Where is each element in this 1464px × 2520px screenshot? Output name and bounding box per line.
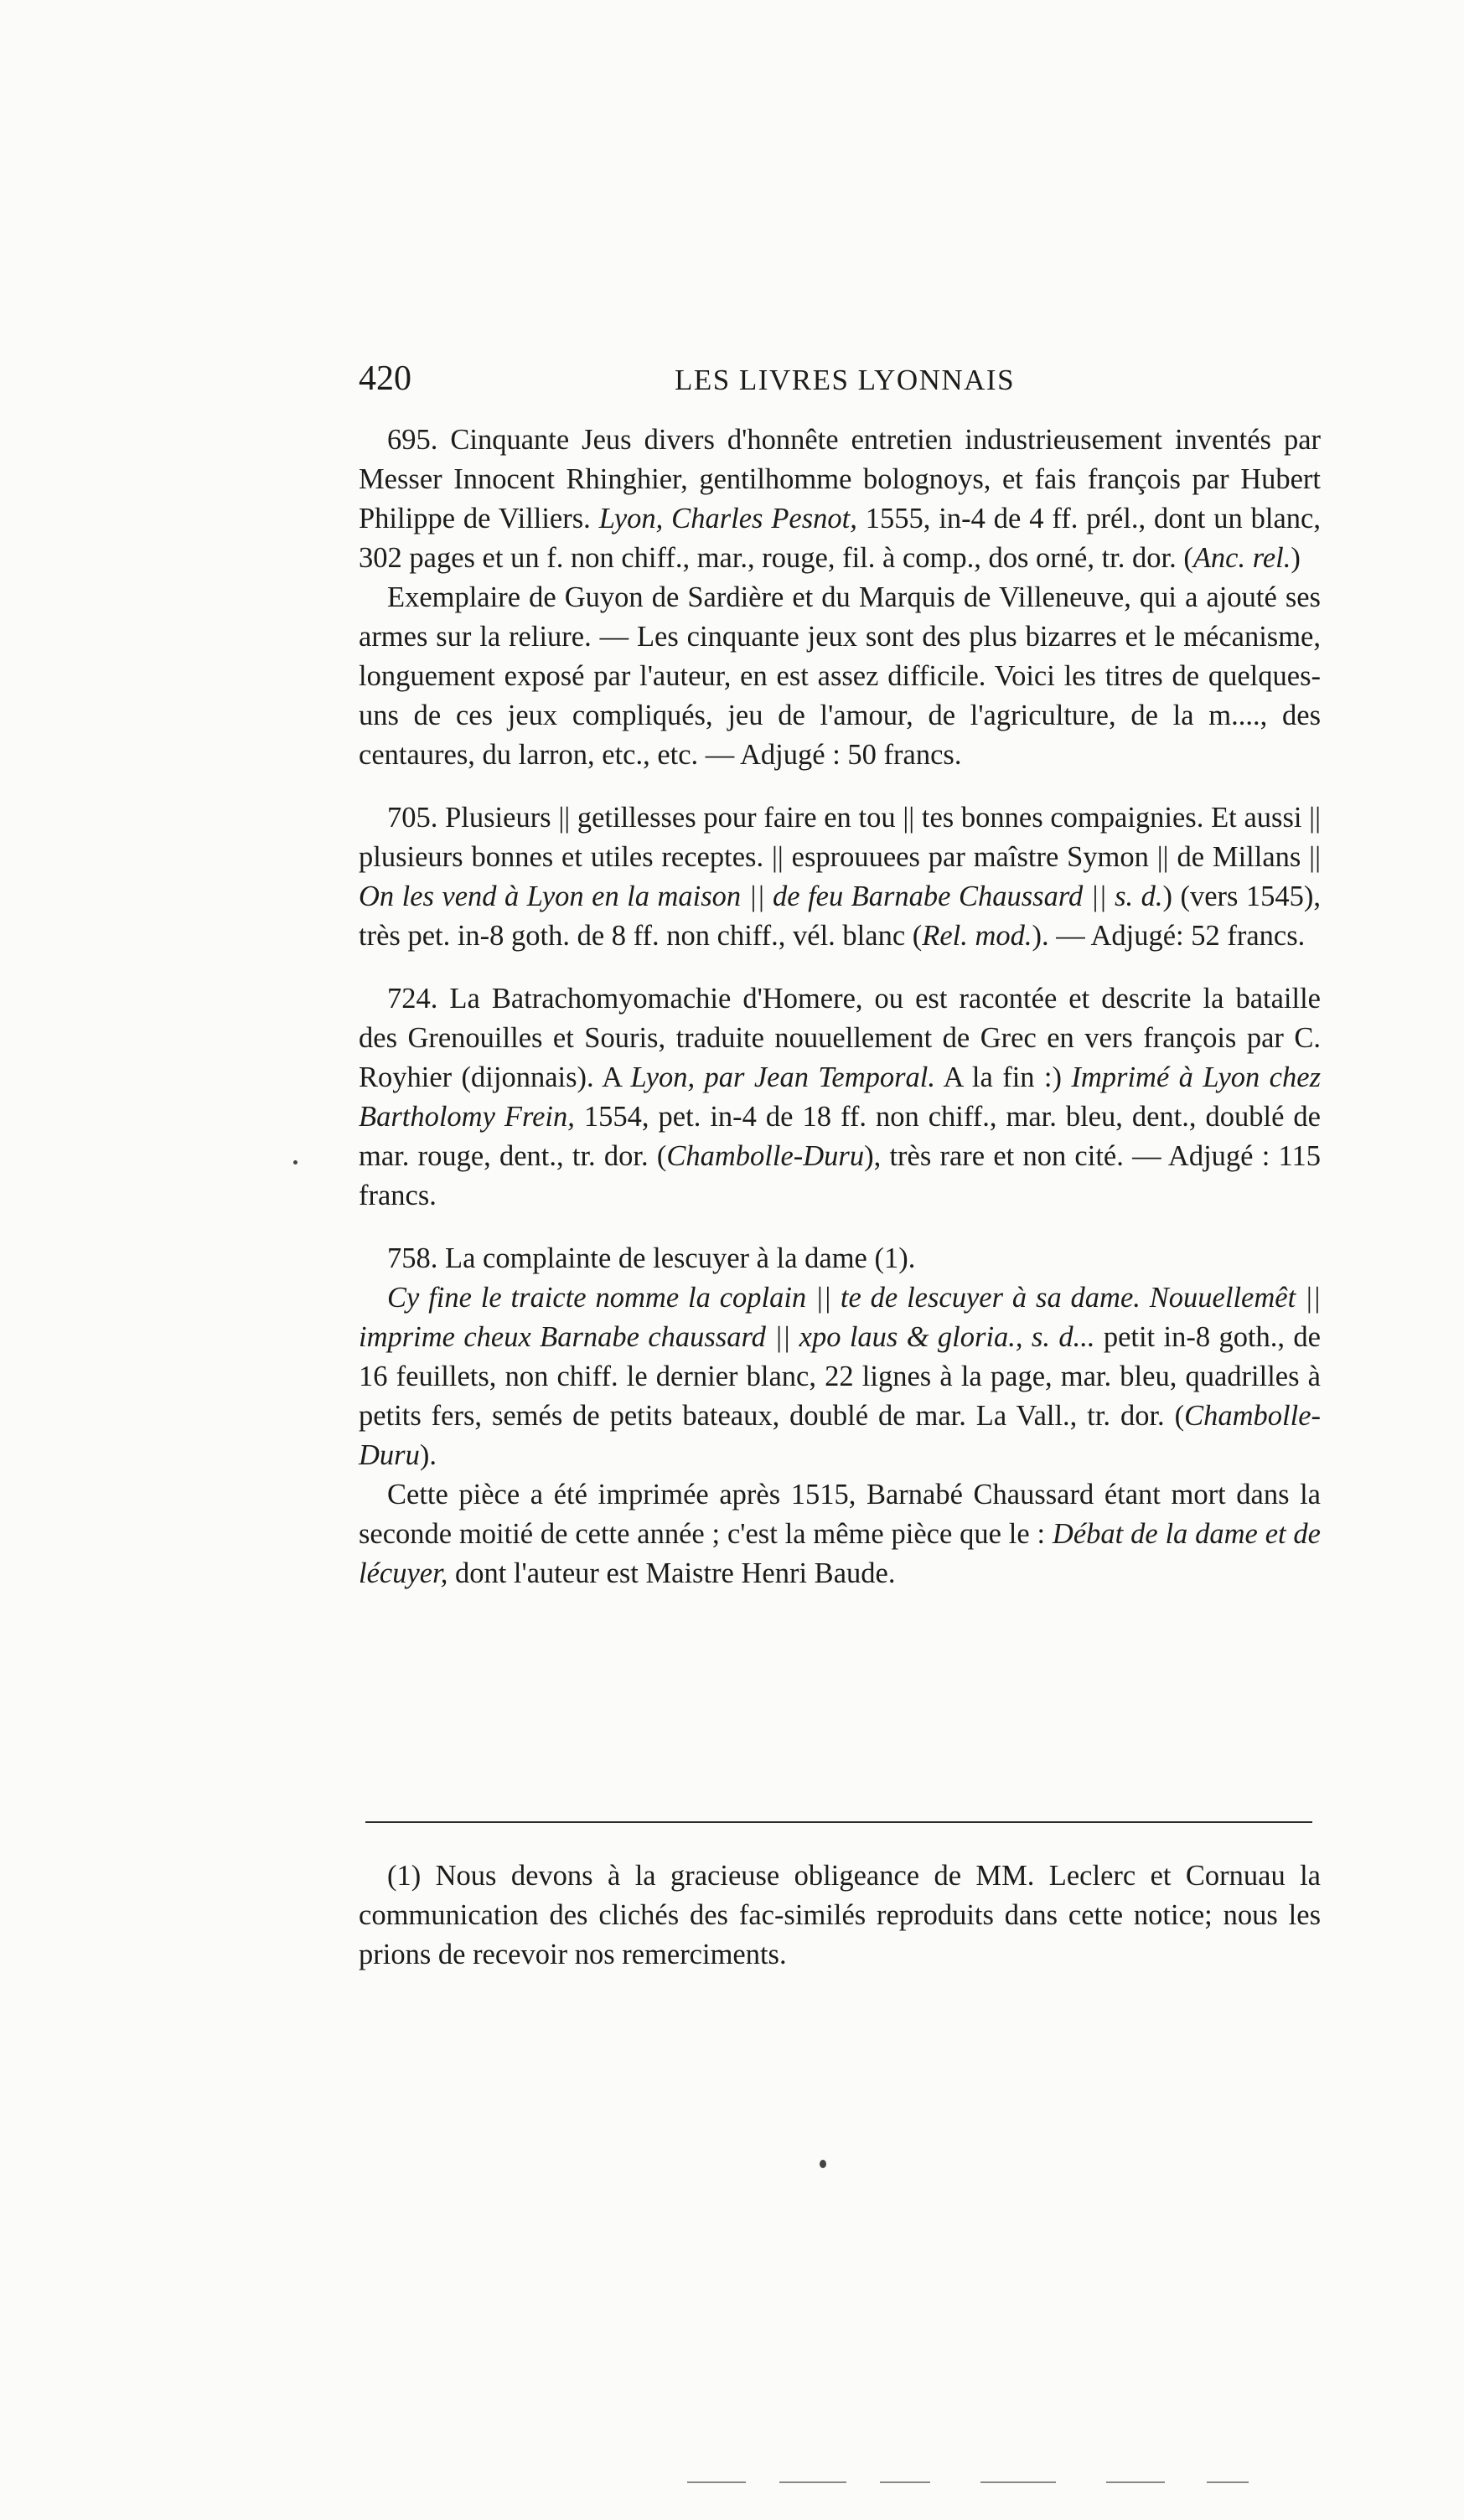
page-number: 420 xyxy=(359,359,411,398)
scan-speck xyxy=(820,2160,826,2168)
footnote xyxy=(359,1856,1321,1975)
footnote-rule xyxy=(365,1821,1312,1823)
page-header xyxy=(359,359,1331,409)
entry-695 xyxy=(359,421,1321,775)
scan-mark xyxy=(1106,2481,1165,2483)
entry-758-description: Cy fine le traicte nomme la coplain || te de lescuyer à sa dame. Nouuellemêt || imprime cheux Barnabe chaussard || xpo laus & gloria., s. d... petit in-8 goth., de 16 feuillets, non chiff. le dernier blanc, 22 lignes à la page, mar. bleu, quadrilles à petits fers, semés de petits bateaux, doublé de mar. La Vall., tr. dor. (Chambolle-Duru). xyxy=(359,1282,1321,1471)
entry-758 xyxy=(359,1239,1321,1593)
entry-695-note: Exemplaire de Guyon de Sardière et du Marquis de Villeneuve, qui a ajouté ses armes sur la reliure. — Les cinquante jeux sont des plus bizarres et le mécanisme, longuement exposé par l'auteur, en est assez difficile. Voici les titres de quelques-uns de ces jeux compliqués, jeu de l'amour, de l'agriculture, de la m...., des centaures, du larron, etc., etc. — Adjugé : 50 francs. xyxy=(359,581,1321,771)
entry-758-title: 758. La complainte de lescuyer à la dame (1). xyxy=(387,1242,916,1274)
footnote-text: (1) Nous devons à la gracieuse obligeance de MM. Leclerc et Cornuau la communication des clichés des fac-similés reproduits dans cette notice; nous les prions de recevoir nos remerciments. xyxy=(359,1860,1321,1970)
entry-758-note: Cette pièce a été imprimée après 1515, Barnabé Chaussard étant mort dans la seconde moitié de cette année ; c'est la même pièce que le : Débat de la dame et de lécuyer, dont l'auteur est Maistre Henri Baude. xyxy=(359,1479,1321,1589)
main-text xyxy=(359,421,1321,1593)
entry-705 xyxy=(359,798,1321,956)
entry-695-description: 695. Cinquante Jeus divers d'honnête entretien industrieusement inventés par Messer Innocent Rhinghier, gentilhomme bolognoys, et fais françois par Hubert Philippe de Villiers. Lyon, Charles Pesnot, 1555, in-4 de 4 ff. prél., dont un blanc, 302 pages et un f. non chiff., mar., rouge, fil. à comp., dos orné, tr. dor. (Anc. rel.) xyxy=(359,424,1321,574)
entry-724 xyxy=(359,979,1321,1216)
scan-mark xyxy=(779,2481,846,2483)
running-title: LES LIVRES LYONNAIS xyxy=(674,364,1016,396)
entry-724-description: 724. La Batrachomyomachie d'Homere, ou est racontée et descrite la bataille des Grenouilles et Souris, traduite nouuellement de Grec en vers françois par C. Royhier (dijonnais). A Lyon, par Jean Temporal. A la fin :) Imprimé à Lyon chez Bartholomy Frein, 1554, pet. in-4 de 18 ff. non chiff., mar. bleu, dent., doublé de mar. rouge, dent., tr. dor. (Chambolle-Duru), très rare et non cité. — Adjugé : 115 francs. xyxy=(359,983,1321,1211)
entry-705-description: 705. Plusieurs || getillesses pour faire en tou || tes bonnes compaignies. Et aussi || plusieurs bonnes et utiles receptes. || esprouuees par maîstre Symon || de Millans || On les vend à Lyon en la maison || de feu Barnabe Chaussard || s. d.) (vers 1545), très pet. in-8 goth. de 8 ff. non chiff., vél. blanc (Rel. mod.). — Adjugé: 52 francs. xyxy=(359,802,1321,952)
scan-mark xyxy=(1207,2481,1249,2483)
scan-mark xyxy=(687,2481,746,2483)
scan-mark xyxy=(980,2481,1056,2483)
scan-speck xyxy=(293,1160,297,1164)
scan-mark xyxy=(880,2481,930,2483)
